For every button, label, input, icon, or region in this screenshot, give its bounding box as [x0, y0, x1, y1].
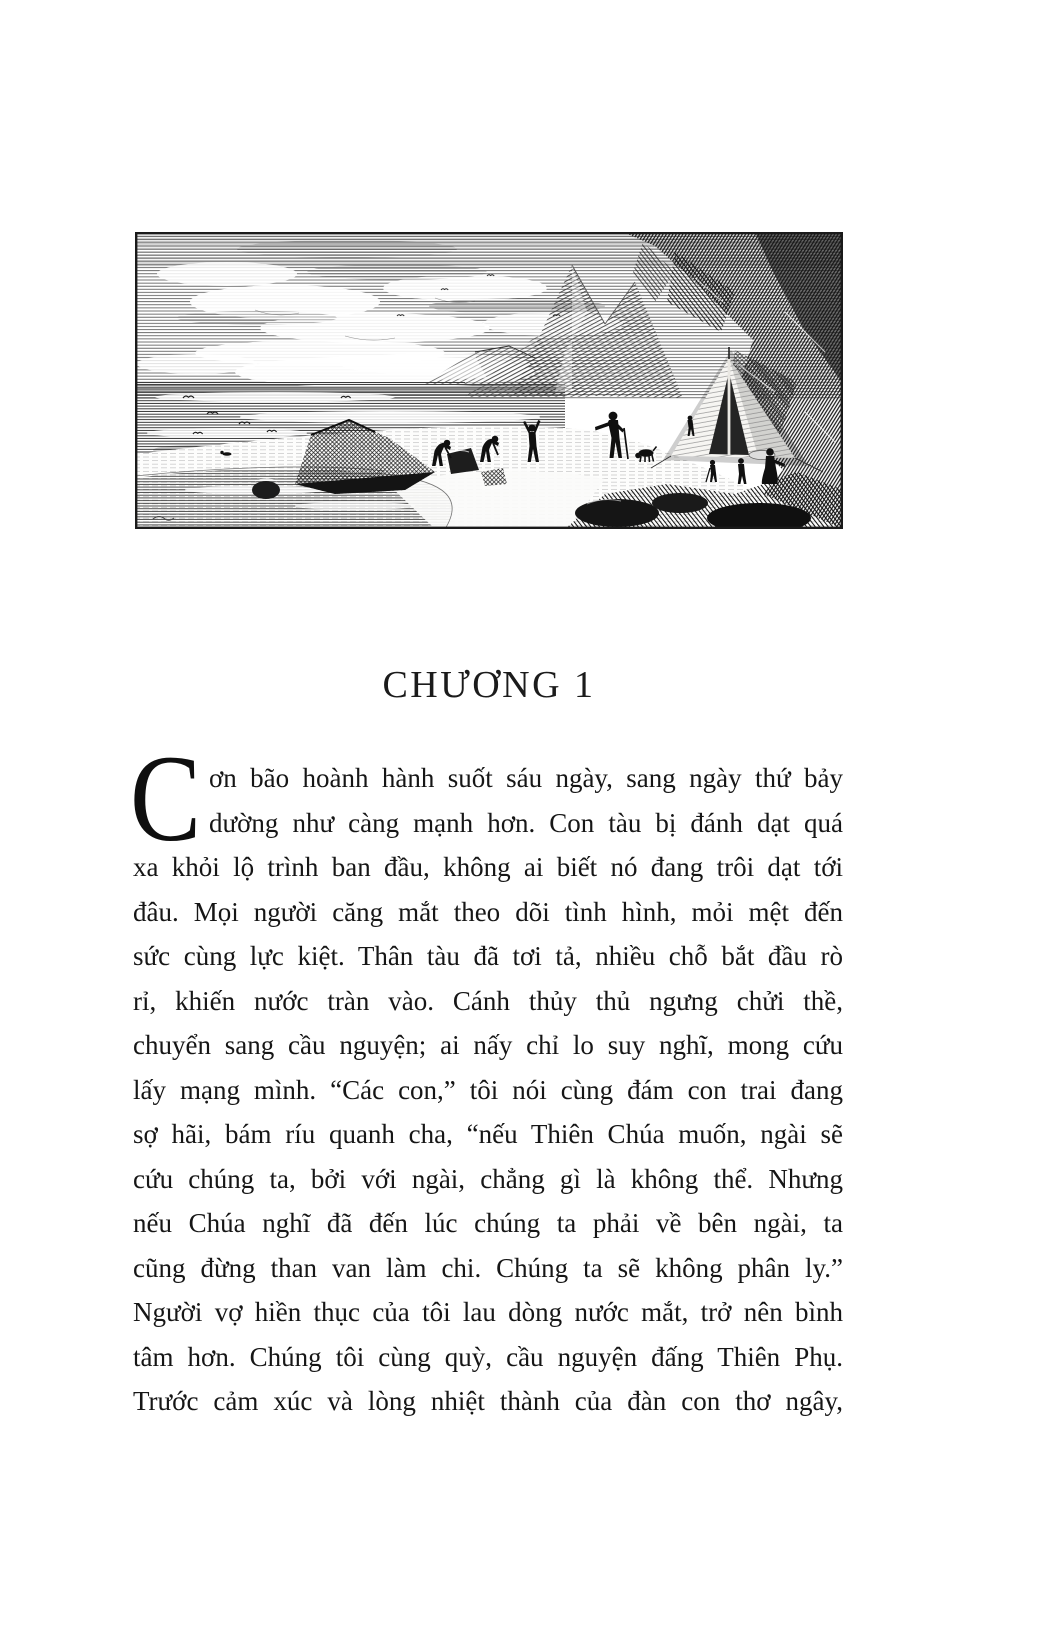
paragraph-line: rỉ, khiến nước tràn vào. Cánh thủy thủ ngưng chửi thề, [133, 985, 843, 1016]
paragraph-line: nếu Chúa nghĩ đã đến lúc chúng ta phải về bên ngài, ta [133, 1208, 843, 1238]
chapter-heading: CHƯƠNG 1 [382, 664, 596, 706]
paragraph-line: Trước cảm xúc và lòng nhiệt thành của đàn con thơ ngây, [133, 1386, 843, 1416]
chapter-paragraph [130, 730, 843, 1424]
paragraph-line: Người vợ hiền thục của tôi lau dòng nước mắt, trở nên bình [133, 1297, 843, 1327]
paragraph-line: cũng đừng than van làm chi. Chúng ta sẽ không phân ly.” [133, 1252, 843, 1283]
paragraph-line: lấy mạng mình. “Các con,” tôi nói cùng đám con trai đang [133, 1074, 843, 1105]
paragraph-line: ơn bão hoành hành suốt sáu ngày, sang ngày thứ bảy [209, 763, 843, 793]
paragraph-line: tâm hơn. Chúng tôi cùng quỳ, cầu nguyện đấng Thiên Phụ. [133, 1341, 843, 1372]
chapter-illustration [135, 232, 843, 529]
paragraph-line: đâu. Mọi người căng mắt theo dõi tình hình, mỏi mệt đến [133, 896, 843, 927]
paragraph-line: sợ hãi, bám ríu quanh cha, “nếu Thiên Chúa muốn, ngài sẽ [133, 1119, 843, 1149]
engraving-shore-scene [135, 232, 843, 529]
paragraph-line: dường như càng mạnh hơn. Con tàu bị đánh dạt quá [209, 807, 843, 838]
paragraph-line: cứu chúng ta, bởi với ngài, chẳng gì là không thể. Nhưng [133, 1163, 843, 1194]
drop-cap: C [130, 730, 202, 867]
paragraph-line: xa khỏi lộ trình ban đầu, không ai biết nó đang trôi dạt tới [133, 852, 843, 882]
paragraph-line: sức cùng lực kiệt. Thân tàu đã tơi tả, nhiều chỗ bắt đầu rò [133, 941, 843, 971]
paragraph-line: chuyển sang cầu nguyện; ai nấy chỉ lo suy nghĩ, mong cứu [133, 1030, 843, 1060]
